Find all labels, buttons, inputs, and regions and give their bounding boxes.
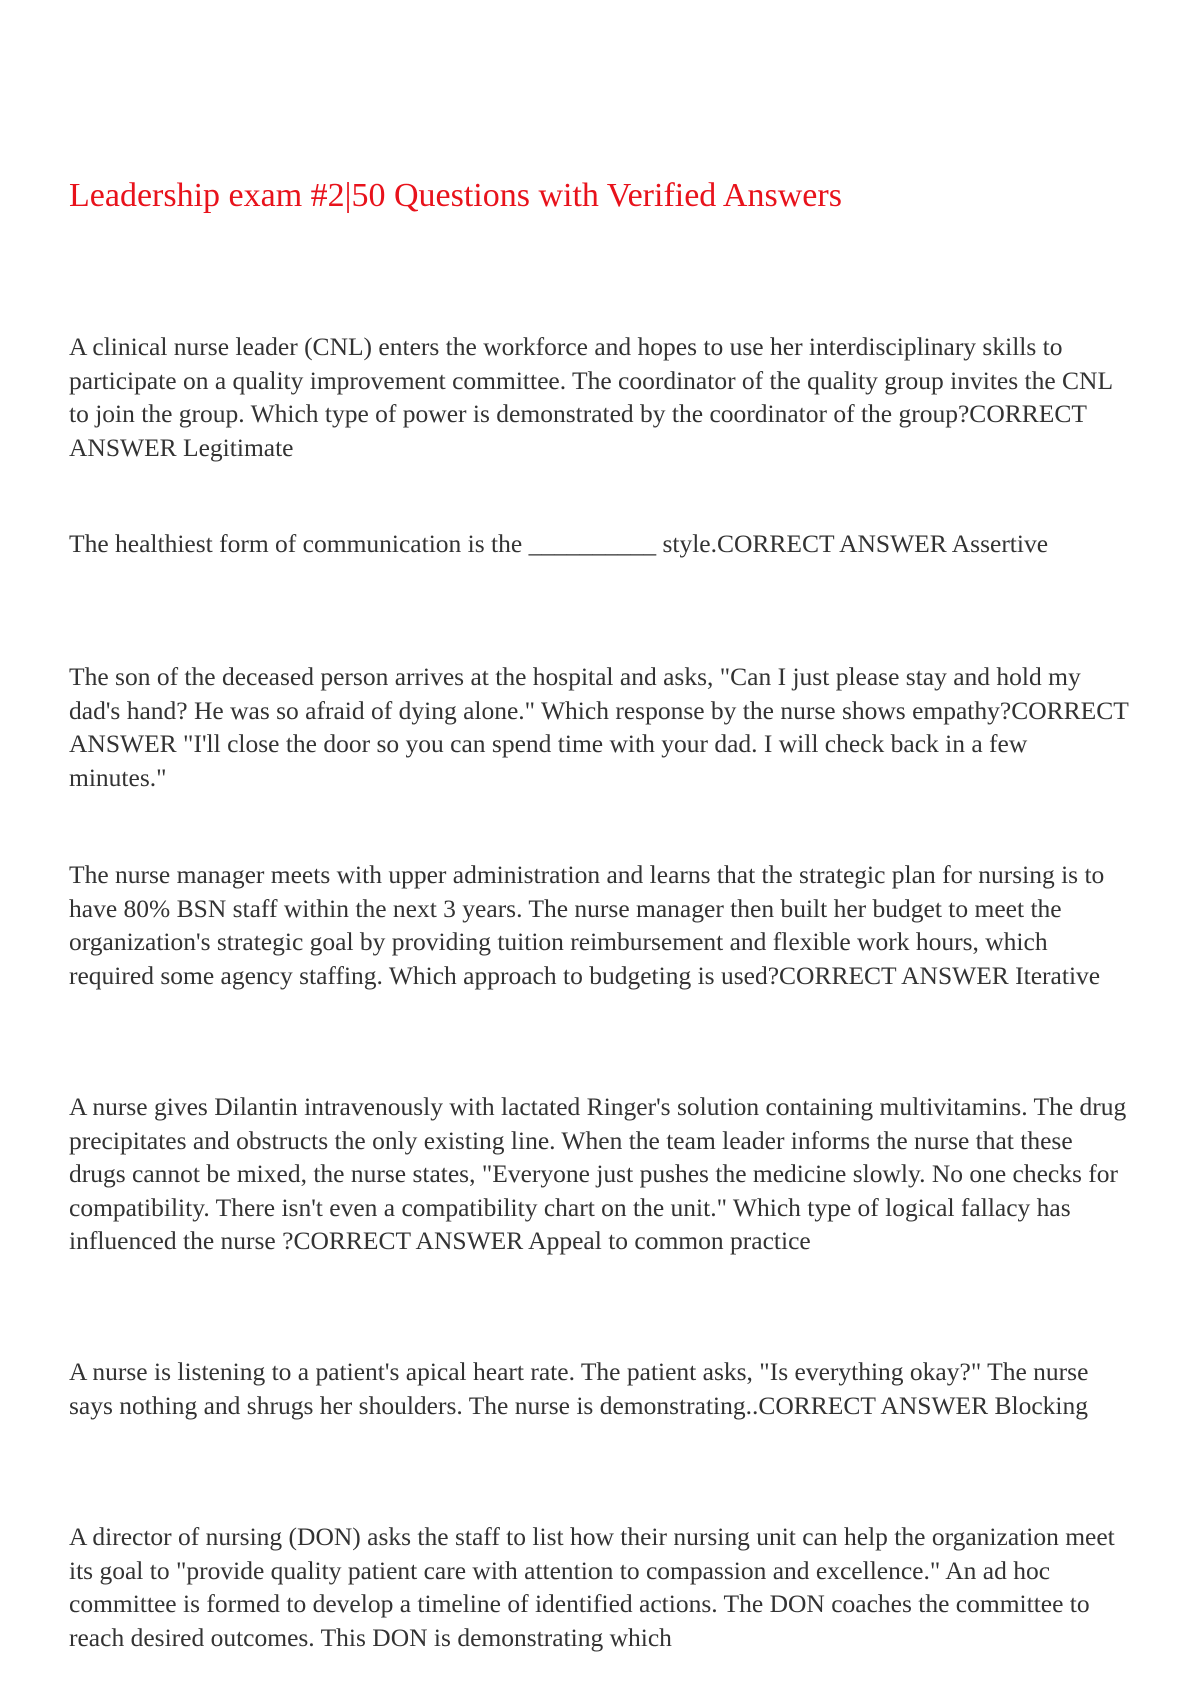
- question-answer-paragraph: The son of the deceased person arrives at the hospital and asks, "Can I just please stay and hold my dad's hand? He was so afraid of dying alone." Which response by the nurse shows empathy?CORRECT ANSWER "I'll close the door so you can spend time with your dad. I will check back in a few minutes.": [69, 662, 1129, 792]
- question-answer-paragraph: A clinical nurse leader (CNL) enters the workforce and hopes to use her interdisciplinary skills to participate on a quality improvement committee. The coordinator of the quality group invites the CNL to join the group. Which type of power is demonstrated by the coordinator of the group?CORRECT ANSWER Legitimate: [69, 332, 1113, 462]
- question-answer-paragraph: The nurse manager meets with upper administration and learns that the strategic plan for nursing is to have 80% BSN staff within the next 3 years. The nurse manager then built her budget to meet the organization's strategic goal by providing tuition reimbursement and flexible work hours, which required some agency staffing. Which approach to budgeting is used?CORRECT ANSWER Iterative: [69, 860, 1105, 990]
- question-answer-paragraph: A nurse is listening to a patient's apical heart rate. The patient asks, "Is everything okay?" The nurse says nothing and shrugs her shoulders. The nurse is demonstrating..CORRECT ANSWER Blocking: [69, 1357, 1089, 1420]
- question-answer-paragraph: The healthiest form of communication is the __________ style.CORRECT ANSWER Assertive: [69, 529, 1049, 558]
- question-answer-paragraph: A director of nursing (DON) asks the staff to list how their nursing unit can help the organization meet its goal to "provide quality patient care with attention to compassion and excellence." An ad hoc committee is formed to develop a timeline of identified actions. The DON coaches the committee to reach desired outcomes. This DON is demonstrating which: [69, 1522, 1115, 1652]
- document-title: Leadership exam #2|50 Questions with Verified Answers: [69, 177, 842, 214]
- question-answer-paragraph: A nurse gives Dilantin intravenously with lactated Ringer's solution containing multivitamins. The drug precipitates and obstructs the only existing line. When the team leader informs the nurse that these drugs cannot be mixed, the nurse states, "Everyone just pushes the medicine slowly. No one checks for compatibility. There isn't even a compatibility chart on the unit." Which type of logical fallacy has influenced the nurse ?CORRECT ANSWER Appeal to common practice: [69, 1092, 1127, 1255]
